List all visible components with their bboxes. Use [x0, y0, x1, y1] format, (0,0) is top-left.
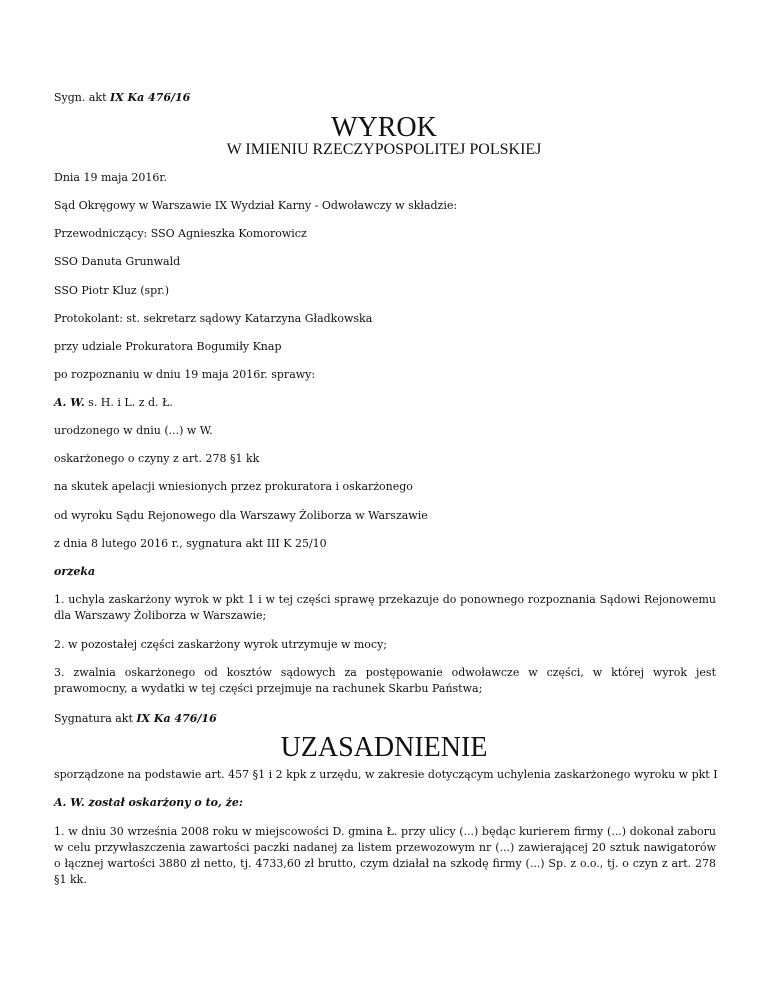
charge-text: 1. w dniu 30 września 2008 roku w miejscowości D. gmina Ł. przy ulicy (...) będąc kurierem firmy (...) dokonał zaboru w celu przywłaszczenia zawartości paczki nadanej za listem przewozowym nr (...) zawierającej 20 sztuk nawigatorów o łącznej wartości 3880 zł netto, tj. 4733,60 zł brutto, czym działał na szkodę firmy (...) Sp. z o.o., tj. o czyn z art. 278 §1 kk.	[54, 825, 716, 886]
born-line: urodzonego w dniu (...) w W.	[54, 424, 213, 437]
clerk-line: Protokolant: st. sekretarz sądowy Katarzyna Gładkowska	[54, 312, 373, 325]
prosecutor-line: przy udziale Prokuratora Bogumiły Knap	[54, 340, 282, 353]
appeal-line: na skutek apelacji wniesionych przez prokuratora i oskarżonego	[54, 480, 413, 493]
case-signature-value: IX Ka 476/16	[110, 91, 191, 104]
ruling-item-1: 1. uchyla zaskarżony wyrok w pkt 1 i w tej części sprawę przekazuje do ponownego rozpoznania Sądowi Rejonowemu dla Warszawy Żoliborza w Warszawie;	[54, 593, 716, 622]
defendant-name: A. W.	[54, 396, 85, 409]
date-line: Dnia 19 maja 2016r.	[54, 171, 167, 184]
charged-line: oskarżonego o czyny z art. 278 §1 kk	[54, 452, 260, 465]
judgment-title: WYROK	[331, 112, 437, 143]
judge-line-2: SSO Piotr Kluz (spr.)	[54, 284, 170, 297]
chair-line: Przewodniczący: SSO Agnieszka Komorowicz	[54, 227, 307, 240]
of-date-line: z dnia 8 lutego 2016 r., sygnatura akt III K 25/10	[54, 537, 327, 550]
ruling-item-3: 3. zwalnia oskarżonego od kosztów sądowych za postępowanie odwoławcze w części, w której wyrok jest prawomocny, a wydatki w tej części przejmuje na rachunek Skarbu Państwa;	[54, 666, 716, 695]
court-line: Sąd Okręgowy w Warszawie IX Wydział Karny - Odwoławczy w składzie:	[54, 199, 458, 212]
uzasadnienie-intro: sporządzone na podstawie art. 457 §1 i 2 kpk z urzędu, w zakresie dotyczącym uchylenia zaskarżonego wyroku w pkt I	[54, 768, 718, 781]
signature-line-2	[54, 711, 716, 727]
judge-line-1: SSO Danuta Grunwald	[54, 255, 181, 268]
case-signature	[54, 90, 716, 106]
case-signature-prefix: Sygn. akt	[54, 91, 107, 104]
judgment-subtitle: W IMIENIU RZECZYPOSPOLITEJ POLSKIEJ	[226, 141, 542, 158]
signature-prefix-2: Sygnatura akt	[54, 712, 133, 725]
signature-value-2: IX Ka 476/16	[136, 712, 217, 725]
examined-line: po rozpoznaniu w dniu 19 maja 2016r. sprawy:	[54, 368, 316, 381]
uzasadnienie-title: UZASADNIENIE	[280, 732, 488, 763]
from-judgment-line: od wyroku Sądu Rejonowego dla Warszawy Żoliborza w Warszawie	[54, 509, 428, 522]
defendant-parents: s. H. i L. z d. Ł.	[84, 396, 173, 409]
defendant-line	[54, 395, 716, 411]
charged-heading: A. W. został oskarżony o to, że:	[54, 796, 243, 809]
ruling-item-2: 2. w pozostałej części zaskarżony wyrok utrzymuje w mocy;	[54, 638, 387, 651]
orzeka-heading: orzeka	[54, 565, 96, 578]
